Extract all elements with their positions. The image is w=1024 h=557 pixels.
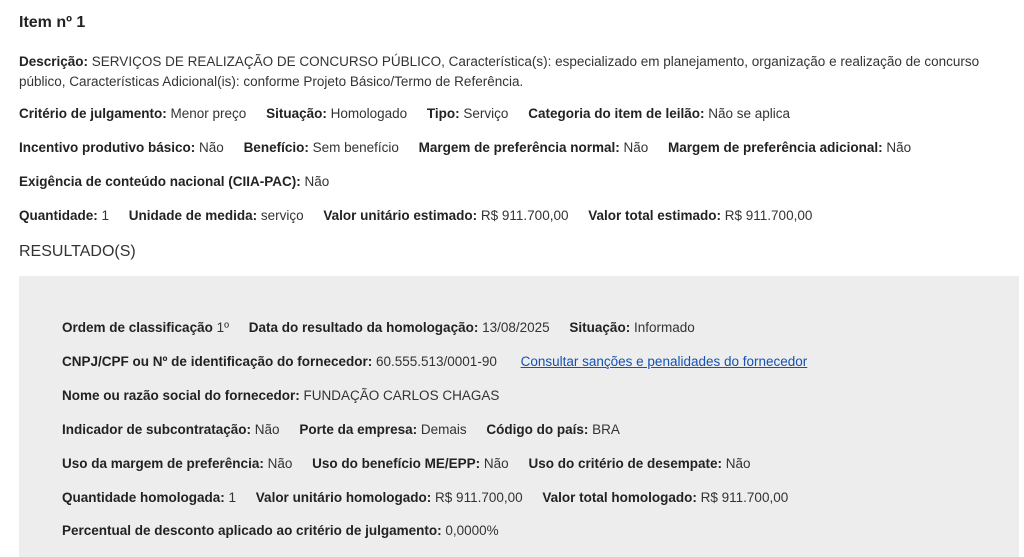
- field-label: Incentivo produtivo básico:: [19, 140, 196, 155]
- field-value: Menor preço: [166, 106, 247, 121]
- results-heading: RESULTADO(S): [19, 243, 136, 260]
- field-label: Indicador de subcontratação:: [62, 422, 252, 437]
- field-label: Benefício:: [243, 140, 309, 155]
- field-value: R$ 911.700,00: [477, 208, 569, 223]
- description-label: Descrição:: [19, 54, 89, 69]
- field-tipo: [427, 106, 509, 121]
- result-classification-row: [62, 318, 695, 338]
- field-label: Situação:: [266, 106, 327, 121]
- field-valor-unitario-homologado: [256, 490, 523, 505]
- field-uso-beneficio: [312, 456, 509, 471]
- field-label: Nome ou razão social do fornecedor:: [62, 388, 300, 403]
- field-label: Quantidade:: [19, 208, 98, 223]
- field-value: Não: [195, 140, 224, 155]
- consult-sanctions-link[interactable]: Consultar sanções e penalidades do fornecedor: [520, 354, 808, 369]
- field-value: Demais: [417, 422, 467, 437]
- field-value: Não: [263, 456, 293, 471]
- field-margem-normal: [419, 140, 649, 155]
- field-fornecedor: [62, 388, 499, 403]
- field-label: Data do resultado da homologação:: [248, 320, 479, 335]
- field-label: CNPJ/CPF ou Nº de identificação do fornecedor:: [62, 354, 373, 369]
- field-label: Uso da margem de preferência:: [62, 456, 264, 471]
- field-cnpj: [62, 354, 497, 369]
- field-value: 0,0000%: [441, 523, 499, 538]
- field-label: Valor unitário homologado:: [255, 490, 432, 505]
- field-quantidade: [19, 208, 109, 223]
- field-quantidade-homologada: [62, 490, 236, 505]
- field-value: Não: [480, 456, 509, 471]
- field-value: 1: [224, 490, 237, 505]
- result-company-row: [62, 420, 620, 440]
- result-discount-row: [62, 521, 499, 541]
- field-uso-margem: [62, 456, 292, 471]
- field-label: Unidade de medida:: [128, 208, 258, 223]
- item-criteria-row: [19, 104, 790, 124]
- field-label: Uso do critério de desempate:: [528, 456, 723, 471]
- field-label: Ordem de classificação: [62, 320, 213, 335]
- field-incentivo: [19, 140, 224, 155]
- field-value: FUNDAÇÃO CARLOS CHAGAS: [299, 388, 500, 403]
- field-conteudo-nacional: [19, 174, 329, 189]
- field-label: Tipo:: [426, 106, 460, 121]
- field-value: Não: [300, 174, 330, 189]
- field-label: Valor total estimado:: [588, 208, 722, 223]
- field-value: Homologado: [326, 106, 408, 121]
- item-incentive-row: [19, 138, 911, 158]
- field-criterio: [19, 106, 246, 121]
- field-value: Não: [882, 140, 912, 155]
- field-valor-unitario: [323, 208, 568, 223]
- item-title: Item nº 1: [19, 14, 86, 31]
- field-label: Margem de preferência adicional:: [668, 140, 883, 155]
- field-label: Uso do benefício ME/EPP:: [312, 456, 481, 471]
- field-value: 13/08/2025: [478, 320, 550, 335]
- field-label: Porte da empresa:: [299, 422, 418, 437]
- field-uso-desempate: [528, 456, 750, 471]
- field-value: 60.555.513/0001-90: [372, 354, 497, 369]
- field-value: R$ 911.700,00: [696, 490, 789, 505]
- field-label: Margem de preferência normal:: [418, 140, 620, 155]
- field-categoria: [528, 106, 790, 121]
- field-data-resultado: [249, 320, 550, 335]
- results-panel: [19, 276, 1019, 557]
- result-cnpj-row: [62, 352, 807, 372]
- field-value: 1º: [212, 320, 230, 335]
- field-value: R$ 911.700,00: [431, 490, 523, 505]
- field-ordem: [62, 320, 229, 335]
- result-preference-row: [62, 454, 751, 474]
- description-value: SERVIÇOS DE REALIZAÇÃO DE CONCURSO PÚBLICO, Característica(s): especializado em planejamento, organização e realização de concurso público, Características Adicional(is): conforme Projeto Básico/Termo de Referência.: [19, 54, 980, 89]
- item-quantity-row: [19, 206, 812, 226]
- result-values-row: [62, 488, 788, 508]
- field-codigo-pais: [486, 422, 620, 437]
- field-label: Quantidade homologada:: [62, 490, 225, 505]
- field-value: Informado: [630, 320, 695, 335]
- field-porte: [299, 422, 466, 437]
- field-value: Não: [619, 140, 649, 155]
- field-value: R$ 911.700,00: [721, 208, 813, 223]
- field-subcontratacao: [62, 422, 280, 437]
- field-value: serviço: [257, 208, 304, 223]
- field-valor-total-homologado: [542, 490, 788, 505]
- field-value: BRA: [588, 422, 620, 437]
- field-label: Valor unitário estimado:: [323, 208, 478, 223]
- field-label: Situação:: [569, 320, 631, 335]
- field-label: Exigência de conteúdo nacional (CIIA-PAC):: [19, 174, 301, 189]
- field-value: Sem benefício: [308, 140, 399, 155]
- field-value: 1: [97, 208, 110, 223]
- field-value: Não se aplica: [704, 106, 791, 121]
- field-unidade: [129, 208, 304, 223]
- field-value: Serviço: [459, 106, 509, 121]
- field-percentual-desconto: [62, 523, 499, 538]
- result-supplier-row: [62, 386, 499, 406]
- field-value: Não: [251, 422, 280, 437]
- field-valor-total: [588, 208, 812, 223]
- field-label: Percentual de desconto aplicado ao critério de julgamento:: [62, 523, 442, 538]
- field-label: Categoria do item de leilão:: [528, 106, 705, 121]
- field-label: Valor total homologado:: [542, 490, 697, 505]
- field-beneficio: [244, 140, 399, 155]
- field-situacao: [266, 106, 407, 121]
- field-situacao-resultado: [569, 320, 694, 335]
- field-label: Código do país:: [486, 422, 589, 437]
- field-value: Não: [722, 456, 751, 471]
- field-margem-adicional: [668, 140, 911, 155]
- item-description: [19, 52, 1019, 92]
- field-label: Critério de julgamento:: [19, 106, 167, 121]
- item-content-row: [19, 172, 329, 192]
